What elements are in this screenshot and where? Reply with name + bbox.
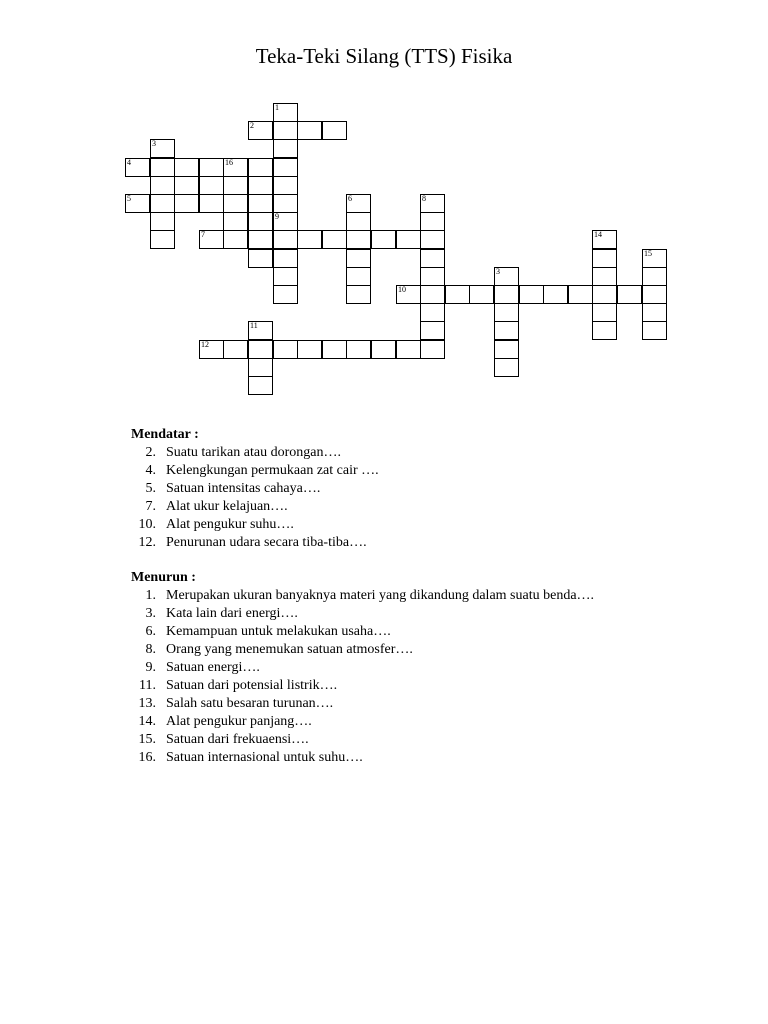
crossword-cell[interactable] (519, 285, 544, 304)
crossword-cell[interactable] (396, 285, 421, 304)
crossword-cell[interactable] (346, 285, 371, 304)
crossword-cell[interactable] (642, 267, 667, 286)
crossword-cell[interactable] (396, 340, 421, 359)
crossword-cell[interactable] (199, 176, 224, 195)
crossword-cell[interactable] (346, 267, 371, 286)
clue-text: Merupakan ukuran banyaknya materi yang dikandung dalam suatu benda…. (166, 588, 595, 603)
clue-text: Kata lain dari energi…. (166, 606, 298, 621)
crossword-cell[interactable] (248, 121, 273, 140)
clue-number: 10. (138, 517, 156, 532)
crossword-cell[interactable] (494, 321, 519, 340)
crossword-cell[interactable] (420, 303, 445, 322)
clue-item (131, 534, 731, 552)
clue-number: 16. (138, 750, 156, 765)
crossword-cell[interactable] (494, 303, 519, 322)
clue-number: 13. (138, 696, 156, 711)
crossword-cell[interactable] (543, 285, 568, 304)
crossword-cell[interactable] (273, 103, 298, 122)
clue-number: 1. (145, 588, 156, 603)
crossword-cell[interactable] (273, 158, 298, 177)
crossword-cell[interactable] (592, 285, 617, 304)
clue-number-label: 11 (250, 321, 258, 330)
crossword-cell[interactable] (420, 267, 445, 286)
crossword-cell[interactable] (568, 285, 593, 304)
crossword-cell[interactable] (346, 249, 371, 268)
clue-text: Satuan dari frekuaensi…. (166, 732, 309, 747)
crossword-cell[interactable] (248, 158, 273, 177)
crossword-cell[interactable] (592, 230, 617, 249)
crossword-cell[interactable] (371, 230, 396, 249)
crossword-cell[interactable] (125, 158, 150, 177)
crossword-cell[interactable] (273, 139, 298, 158)
crossword-cell[interactable] (248, 194, 273, 213)
crossword-cell[interactable] (420, 340, 445, 359)
crossword-cell[interactable] (223, 158, 248, 177)
crossword-cell[interactable] (592, 321, 617, 340)
crossword-cell[interactable] (223, 176, 248, 195)
clue-number: 4. (145, 463, 156, 478)
clue-number: 5. (145, 481, 156, 496)
crossword-cell[interactable] (150, 194, 175, 213)
crossword-cell[interactable] (642, 249, 667, 268)
clue-text: Penurunan udara secara tiba-tiba…. (166, 535, 367, 550)
clue-text: Satuan intensitas cahaya…. (166, 481, 321, 496)
crossword-cell[interactable] (297, 340, 322, 359)
clue-number-label: 4 (127, 158, 131, 167)
crossword-cell[interactable] (420, 212, 445, 231)
crossword-cell[interactable] (420, 285, 445, 304)
clue-number: 12. (138, 535, 156, 550)
across-clues (131, 426, 731, 552)
clue-number-label: 8 (422, 194, 426, 203)
crossword-cell[interactable] (642, 303, 667, 322)
clue-text: Kemampuan untuk melakukan usaha…. (166, 624, 391, 639)
clue-number-label: 1 (275, 103, 279, 112)
clue-number: 9. (145, 660, 156, 675)
crossword-cell[interactable] (248, 376, 273, 395)
crossword-cell[interactable] (150, 176, 175, 195)
crossword-cell[interactable] (248, 176, 273, 195)
clue-item (131, 587, 731, 605)
clue-item (131, 641, 731, 659)
crossword-cell[interactable] (445, 285, 470, 304)
clue-text: Orang yang menemukan satuan atmosfer…. (166, 642, 413, 657)
crossword-cell[interactable] (150, 158, 175, 177)
crossword-cell[interactable] (642, 321, 667, 340)
clue-text: Kelengkungan permukaan zat cair …. (166, 463, 379, 478)
crossword-cell[interactable] (494, 358, 519, 377)
down-heading: Menurun : (131, 570, 196, 585)
crossword-cell[interactable] (174, 194, 199, 213)
clue-number-label: 14 (594, 230, 602, 239)
clue-number: 14. (138, 714, 156, 729)
clue-number: 2. (145, 445, 156, 460)
clue-number-label: 2 (250, 121, 254, 130)
clue-text: Alat ukur kelajuan…. (166, 499, 288, 514)
crossword-cell[interactable] (248, 230, 273, 249)
clue-item (131, 480, 731, 498)
crossword-cell[interactable] (346, 194, 371, 213)
clue-item (131, 677, 731, 695)
clue-item (131, 713, 731, 731)
clue-item (131, 462, 731, 480)
clue-item (131, 498, 731, 516)
crossword-cell[interactable] (642, 285, 667, 304)
clue-item (131, 731, 731, 749)
crossword-cell[interactable] (174, 158, 199, 177)
clue-number: 3. (145, 606, 156, 621)
clue-number-label: 7 (201, 230, 205, 239)
clue-number-label: 6 (348, 194, 352, 203)
crossword-cell[interactable] (273, 121, 298, 140)
page-title: Teka-Teki Silang (TTS) Fisika (255, 44, 513, 68)
crossword-cell[interactable] (273, 194, 298, 213)
crossword-cell[interactable] (273, 340, 298, 359)
crossword-cell[interactable] (346, 340, 371, 359)
crossword-cell[interactable] (125, 194, 150, 213)
crossword-cell[interactable] (273, 249, 298, 268)
clue-text: Satuan internasional untuk suhu…. (166, 750, 363, 765)
crossword-cell[interactable] (273, 212, 298, 231)
crossword-grid (0, 0, 768, 420)
clue-number-label: 10 (398, 285, 406, 294)
clue-number-label: 12 (201, 340, 209, 349)
crossword-cell[interactable] (297, 121, 322, 140)
crossword-cell[interactable] (297, 230, 322, 249)
clue-item (131, 444, 731, 462)
crossword-cell[interactable] (223, 340, 248, 359)
crossword-cell[interactable] (592, 267, 617, 286)
down-clues (131, 569, 731, 767)
clue-item (131, 695, 731, 713)
crossword-cell[interactable] (248, 212, 273, 231)
across-list (131, 444, 731, 552)
crossword-cell[interactable] (150, 230, 175, 249)
clue-number: 6. (145, 624, 156, 639)
clue-number-label: 5 (127, 194, 131, 203)
clue-number-label: 3 (496, 267, 500, 276)
crossword-cell[interactable] (420, 249, 445, 268)
clue-number-label: 9 (275, 212, 279, 221)
clue-text: Suatu tarikan atau dorongan…. (166, 445, 341, 460)
clue-item (131, 623, 731, 641)
crossword-cell[interactable] (346, 212, 371, 231)
clue-item (131, 749, 731, 767)
crossword-cell[interactable] (248, 358, 273, 377)
clue-number-label: 16 (225, 158, 233, 167)
clue-number: 15. (138, 732, 156, 747)
clue-text: Satuan dari potensial listrik…. (166, 678, 338, 693)
clue-number-label: 15 (644, 249, 652, 258)
crossword-cell[interactable] (469, 285, 494, 304)
crossword-cell[interactable] (248, 249, 273, 268)
crossword-cell[interactable] (346, 230, 371, 249)
crossword-cell[interactable] (223, 230, 248, 249)
crossword-cell[interactable] (199, 194, 224, 213)
crossword-cell[interactable] (494, 340, 519, 359)
clue-number: 11. (139, 678, 156, 693)
crossword-cell[interactable] (174, 176, 199, 195)
crossword-cell[interactable] (617, 285, 642, 304)
clue-text: Alat pengukur suhu…. (166, 517, 294, 532)
crossword-cell[interactable] (248, 321, 273, 340)
crossword-cell[interactable] (199, 340, 224, 359)
crossword-cell[interactable] (273, 285, 298, 304)
crossword-cell[interactable] (371, 340, 396, 359)
crossword-cell[interactable] (273, 176, 298, 195)
clue-number: 8. (145, 642, 156, 657)
crossword-cell[interactable] (150, 139, 175, 158)
crossword-cell[interactable] (322, 340, 347, 359)
crossword-cell[interactable] (592, 303, 617, 322)
crossword-cell[interactable] (199, 158, 224, 177)
crossword-cell[interactable] (396, 230, 421, 249)
clue-text: Salah satu besaran turunan…. (166, 696, 334, 711)
crossword-cell[interactable] (420, 194, 445, 213)
clue-number: 7. (145, 499, 156, 514)
crossword-cell[interactable] (150, 212, 175, 231)
crossword-cell[interactable] (223, 212, 248, 231)
clue-item (131, 605, 731, 623)
crossword-cell[interactable] (199, 230, 224, 249)
clue-item (131, 516, 731, 534)
clue-text: Alat pengukur panjang…. (166, 714, 312, 729)
crossword-cell[interactable] (420, 230, 445, 249)
crossword-cell[interactable] (494, 285, 519, 304)
crossword-cell[interactable] (273, 267, 298, 286)
down-list (131, 587, 731, 767)
crossword-cell[interactable] (248, 340, 273, 359)
clue-text: Satuan energi…. (166, 660, 260, 675)
crossword-cell[interactable] (494, 267, 519, 286)
crossword-cell[interactable] (420, 321, 445, 340)
crossword-cell[interactable] (273, 230, 298, 249)
crossword-cell[interactable] (322, 121, 347, 140)
crossword-cell[interactable] (322, 230, 347, 249)
crossword-cell[interactable] (223, 194, 248, 213)
clue-item (131, 659, 731, 677)
crossword-cell[interactable] (592, 249, 617, 268)
clue-number-label: 3 (152, 139, 156, 148)
across-heading: Mendatar : (131, 427, 199, 442)
